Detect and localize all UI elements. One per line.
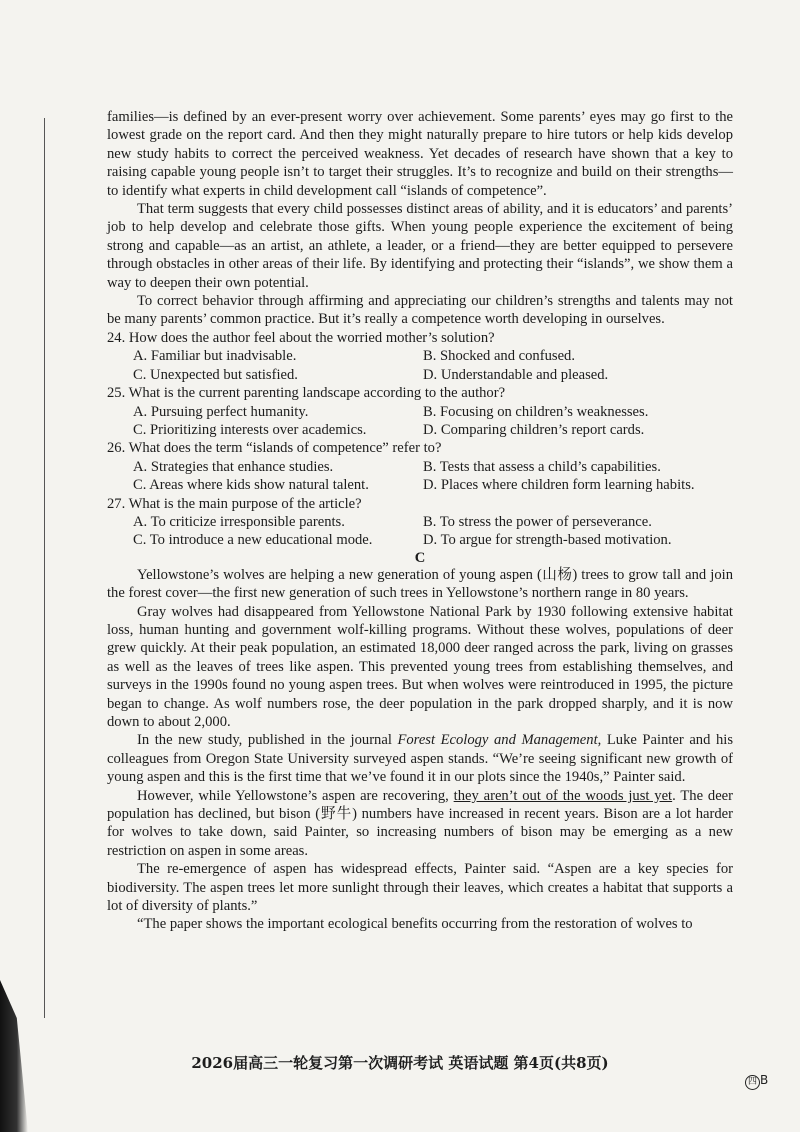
question-stem: 24. How does the author feel about the worried mother’s solution? <box>107 329 495 346</box>
option-a: A. Pursuing perfect humanity. <box>133 403 309 420</box>
option-b: B. Focusing on children’s weaknesses. <box>423 403 649 420</box>
option-a: A. To criticize irresponsible parents. <box>133 513 345 530</box>
option-c: C. Unexpected but satisfied. <box>133 366 298 383</box>
option-d: D. Comparing children’s report cards. <box>423 421 645 438</box>
passage-b-paragraph-2: That term suggests that every child possesses distinct areas of ability, and it is educators’ and parents’ job to help develop and celebrate those gifts. When young people experience the excitement of being strong and capable—as an artist, an athlete, a leader, or a friend—they are better equipped to persevere through obstacles in other areas of their life. By identifying and protecting their “islands”, we show them a way to deepen their own potential. <box>107 201 733 291</box>
page-footer: 2026届高三一轮复习第一次调研考试 英语试题 第4页(共8页) <box>191 1054 609 1072</box>
question-25 <box>107 384 733 439</box>
option-b: B. Tests that assess a child’s capabilities. <box>423 458 661 475</box>
option-d: D. Understandable and pleased. <box>423 366 609 383</box>
badge-circle: 四 <box>745 1075 760 1090</box>
paper-version-badge <box>745 1073 768 1090</box>
passage-c-paragraph-4 <box>107 787 733 861</box>
option-a: A. Strategies that enhance studies. <box>133 458 334 475</box>
section-c-heading: C <box>414 549 426 566</box>
text-run: . The deer population has declined, but bison (野牛) numbers have increased in recent years. Bison are a lot harder for wolves to take down, said Painter, so increasing numbers of bison may be emerging as a new restriction on aspen in some areas. <box>107 787 734 859</box>
option-c: C. To introduce a new educational mode. <box>133 532 373 549</box>
option-c: C. Areas where kids show natural talent. <box>133 477 369 494</box>
option-b: B. To stress the power of perseverance. <box>423 513 652 530</box>
question-stem: 25. What is the current parenting landscape according to the author? <box>107 385 506 402</box>
passage-c-paragraph-5: The re-emergence of aspen has widespread effects, Painter said. “Aspen are a key species for biodiversity. The aspen trees let more sunlight through their leaves, which creates a habitat that supports a lot of diversity of plants.” <box>107 861 733 915</box>
passage-c-paragraph-2: Gray wolves had disappeared from Yellowstone National Park by 1930 following extensive habitat loss, human hunting and government wolf-killing programs. Without these wolves, populations of deer grew quickly. At their peak population, an estimated 18,000 deer ranged across the park, living on grasses as well as the leaves of trees like aspen. This prevented young trees from establishing themselves, and surveys in the 1990s found no young aspen trees. But when wolves were reintroduced in 1995, the picture began to change. As wolf numbers rose, the deer population in the park dropped sharply, and it is now down to about 2,000. <box>107 603 733 730</box>
passage-c-paragraph-6: “The paper shows the important ecological benefits occurring from the restoration of wolves to <box>137 916 693 933</box>
question-24 <box>107 329 733 384</box>
passage-c-paragraph-3 <box>107 731 733 786</box>
underlined-phrase: they aren’t out of the woods just yet <box>453 787 673 804</box>
margin-line <box>44 118 45 1018</box>
text-run: However, while Yellowstone’s aspen are recovering, <box>137 787 454 804</box>
passage-b-paragraph-1: families—is defined by an ever-present worry over achievement. Some parents’ eyes may go first to the lowest grade on the report card. And then they might naturally prepare to hire tutors or help kids develop new study habits to correct the perceived weakness. Yet decades of research have shown that a key to raising capable young people isn’t to target their struggles. It’s to recognize and build on their strengths—to identify what experts in child development call “islands of competence”. <box>107 109 733 199</box>
option-d: D. To argue for strength-based motivation. <box>423 532 672 549</box>
question-stem: 27. What is the main purpose of the article? <box>107 495 362 512</box>
option-d: D. Places where children form learning habits. <box>423 477 695 494</box>
question-26 <box>107 439 733 494</box>
text-run: In the new study, published in the journal <box>137 732 398 749</box>
option-c: C. Prioritizing interests over academics. <box>133 421 367 438</box>
passage-c-paragraph-1: Yellowstone’s wolves are helping a new generation of young aspen (山杨) trees to grow tall and join the forest cover—the first new generation of such trees in Yellowstone’s northern range in 80 years. <box>107 566 733 602</box>
text-run: , Luke Painter and his colleagues from Oregon State University surveyed aspen stands. “We’re seeing significant new growth of young aspen and this is the first time that we’ve found it in our plots since the 1940s,” Painter said. <box>107 732 733 786</box>
option-b: B. Shocked and confused. <box>423 348 575 365</box>
question-27 <box>107 495 733 550</box>
question-stem: 26. What does the term “islands of competence” refer to? <box>107 440 442 457</box>
badge-letter: B <box>760 1073 769 1087</box>
journal-title: Forest Ecology and Management <box>397 732 598 749</box>
exam-page <box>107 108 733 934</box>
option-a: A. Familiar but inadvisable. <box>133 348 297 365</box>
passage-b-paragraph-3: To correct behavior through affirming and appreciating our children’s strengths and talents may not be many parents’ common practice. But it’s really a competence worth developing in ourselves. <box>107 293 733 328</box>
